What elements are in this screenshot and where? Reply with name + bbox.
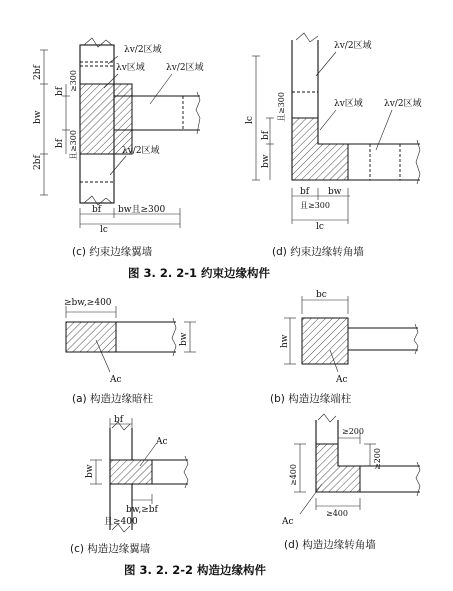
label-region-half-top: λv/2区域 xyxy=(334,41,372,51)
caption-a: (a) 构造边缘暗柱 xyxy=(72,393,153,405)
label-ge400-bottom: ≥400 xyxy=(326,509,348,518)
hatched-region xyxy=(302,318,348,364)
label-2bf-upper: 2bf xyxy=(33,65,43,80)
label-and-ge300: 且≥300 xyxy=(69,130,78,160)
label-bf-bottom: bf xyxy=(92,205,102,215)
label-and-ge300-bottom: 且≥300 xyxy=(300,201,330,210)
diagram-d-bottom xyxy=(281,414,420,551)
label-ac: Ac xyxy=(282,517,294,527)
diagram-c-top xyxy=(33,38,204,258)
label-bw-and-ge300: bw且≥300 xyxy=(118,205,166,215)
label-bw: bw xyxy=(33,110,43,124)
label-bw: bw xyxy=(85,464,95,478)
label-lc: lc xyxy=(100,225,108,235)
break-mark xyxy=(318,414,336,422)
caption-b: (b) 构造边缘端柱 xyxy=(270,393,352,405)
label-ac: Ac xyxy=(156,437,168,447)
hatched-region xyxy=(110,460,152,484)
label-bf-upper: bf xyxy=(55,86,65,96)
label-bf-vertical: bf xyxy=(261,130,271,140)
label-bf-lower: bf xyxy=(55,138,65,148)
hatched-region xyxy=(66,322,116,352)
label-lc-bottom: lc xyxy=(316,222,324,232)
break-mark xyxy=(296,33,318,42)
label-region-full: λv区域 xyxy=(334,99,363,109)
label-bw: bw xyxy=(179,332,189,346)
label-ge300-upper: ≥300 xyxy=(69,70,78,92)
figure-title-1: 图 3. 2. 2-1 约束边缘构件 xyxy=(128,266,271,280)
label-bf-bottom: bf xyxy=(300,187,310,197)
break-mark xyxy=(184,456,188,488)
label-lc-vertical: lc xyxy=(245,116,255,124)
label-ge200-right: ≥200 xyxy=(373,448,382,470)
label-ge-bw-ge400: ≥bw,≥400 xyxy=(64,298,112,308)
label-bw-vertical: bw xyxy=(261,154,271,168)
diagram-a xyxy=(64,298,196,405)
diagram-b xyxy=(270,290,418,405)
label-region-half-top: λv/2区域 xyxy=(124,45,162,55)
label-ac: Ac xyxy=(336,375,348,385)
label-and-ge300-vertical: 且≥300 xyxy=(277,92,286,122)
hatched-region xyxy=(292,118,348,180)
label-bw-ge-bf: bw,≥bf xyxy=(126,505,158,515)
break-mark xyxy=(416,140,420,184)
diagram-c-bottom xyxy=(70,415,188,555)
break-mark xyxy=(84,38,112,47)
caption-d-bottom: (d) 构造边缘转角墙 xyxy=(284,539,376,551)
label-region-half-right: λv/2区域 xyxy=(166,63,204,73)
label-ge200-top: ≥200 xyxy=(342,427,364,436)
caption-c-top: (c) 约束边缘翼墙 xyxy=(72,246,153,258)
label-ge400-left: ≥400 xyxy=(289,464,298,486)
label-2bf-lower: 2bf xyxy=(33,155,43,170)
caption-d-top: (d) 约束边缘转角墙 xyxy=(272,246,364,258)
diagram-d-top xyxy=(245,33,422,258)
label-bf-top: bf xyxy=(114,415,124,425)
label-bc: bc xyxy=(316,290,327,300)
label-region-half-bottom: λv/2区域 xyxy=(122,146,160,156)
label-region-half-right: λv/2区域 xyxy=(384,99,422,109)
label-and-ge400: 且≥400 xyxy=(104,517,138,527)
break-mark xyxy=(196,92,200,134)
label-ac: Ac xyxy=(110,375,122,385)
label-bw-bottom: bw xyxy=(328,187,342,197)
break-mark xyxy=(416,462,420,496)
break-mark xyxy=(172,318,176,356)
label-region-full: λv区域 xyxy=(116,63,145,73)
hatched-region xyxy=(316,444,360,492)
figure-title-2: 图 3. 2. 2-2 构造边缘构件 xyxy=(124,563,267,577)
caption-c-bottom: (c) 构造边缘翼墙 xyxy=(70,543,151,555)
hatched-region xyxy=(80,84,132,154)
label-hw: hw xyxy=(280,334,290,348)
break-mark xyxy=(84,196,112,205)
